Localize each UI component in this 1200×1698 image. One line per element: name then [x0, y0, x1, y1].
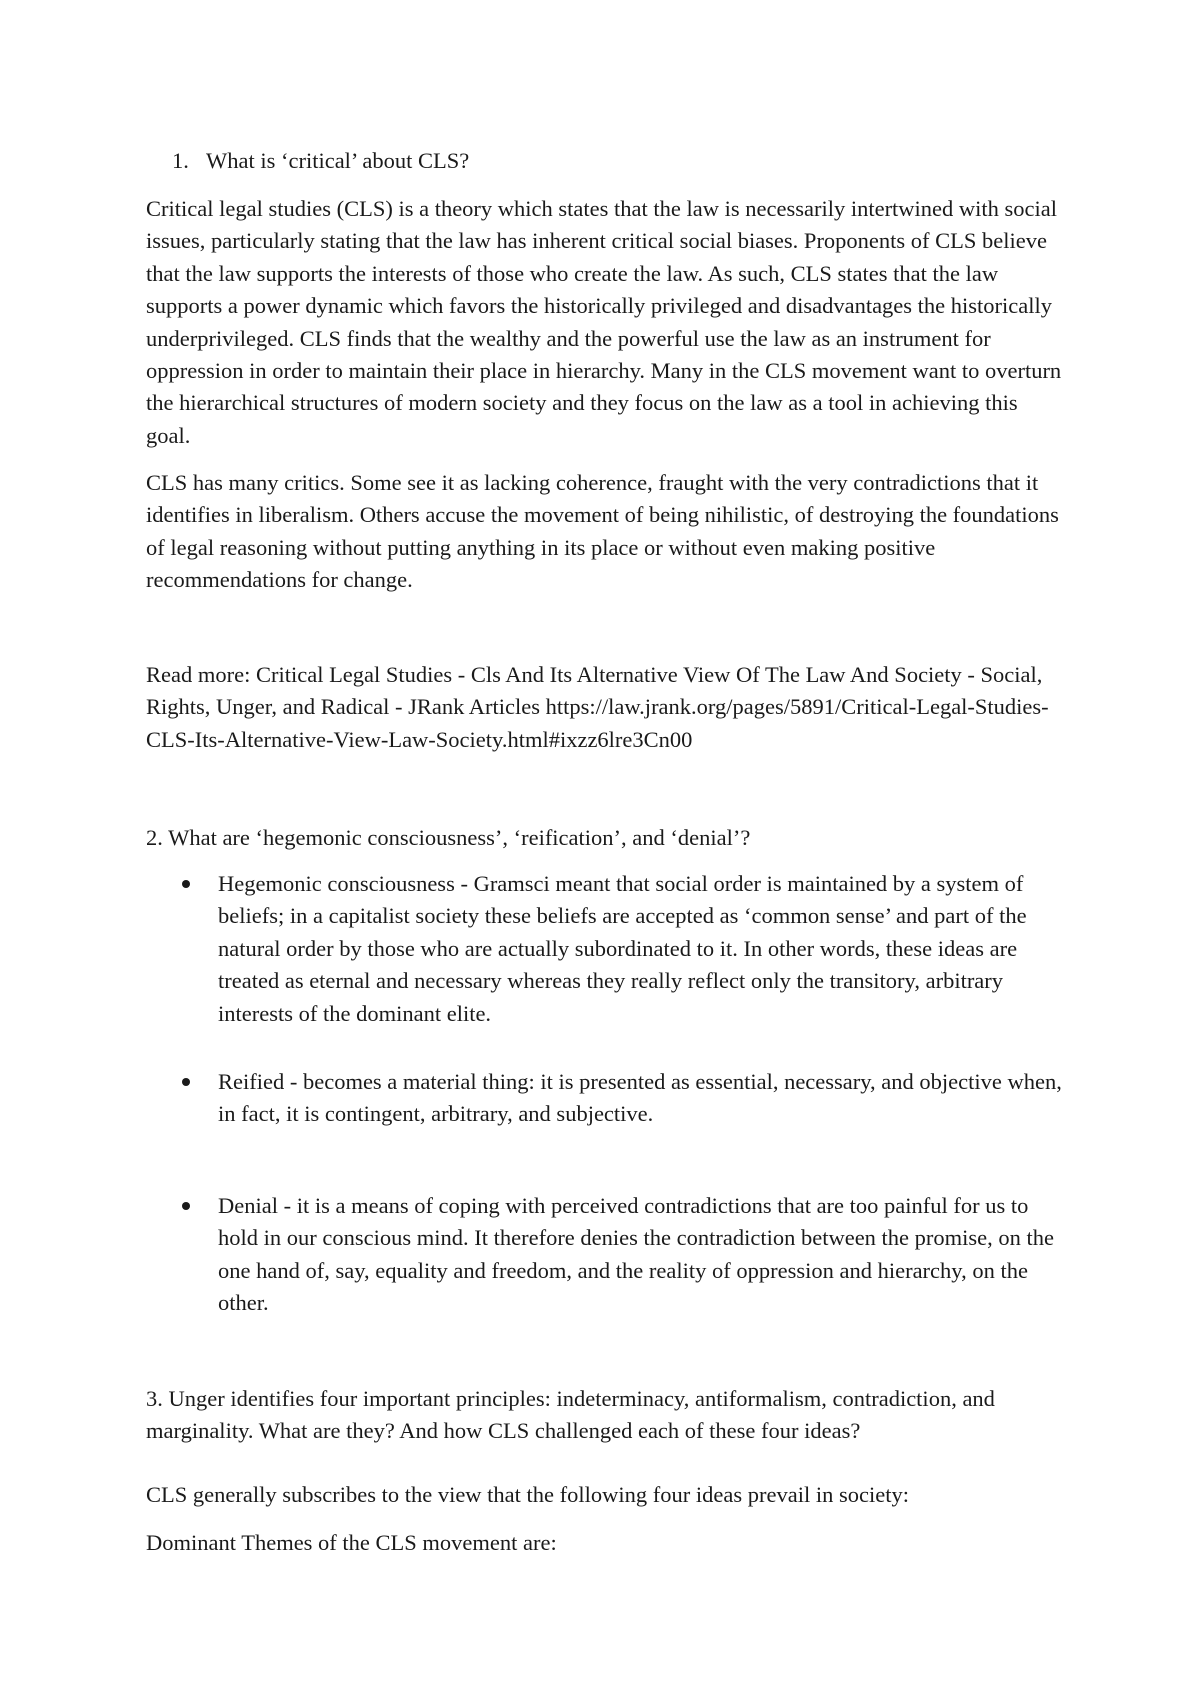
bullet-text: Denial - it is a means of coping with perceived contradictions that are too painful for us to hold in our conscious mind. It therefore denies the contradiction between the promise, on the one hand of, say, equality and freedom, and the reality of oppression and hierarchy, on the other. [218, 1193, 1055, 1316]
cls-critics-paragraph: CLS has many critics. Some see it as lacking coherence, fraught with the very contradictions that it identifies in liberalism. Others accuse the movement of being nihilistic, of destroying the foundations of legal reasoning without putting anything in its place or without even making positive recommendations for change. [146, 470, 1059, 593]
dominant-themes-paragraph: Dominant Themes of the CLS movement are: [146, 1530, 557, 1555]
bullet-text: Reified - becomes a material thing: it is presented as essential, necessary, and objective when, in fact, it is contingent, arbitrary, and subjective. [218, 1069, 1062, 1127]
cls-definition-paragraph: Critical legal studies (CLS) is a theory which states that the law is necessarily intertwined with social issues, particularly stating that the law has inherent critical social biases. Proponents of CLS believe that the law supports the interests of those who create the law. As such, CLS states that the law supports a power dynamic which favors the historically privileged and disadvantages the historically underprivileged. CLS finds that the wealthy and the powerful use the law as an instrument for oppression in order to maintain their place in hierarchy. Many in the CLS movement want to overturn the hierarchical structures of modern society and they focus on the law as a tool in achieving this goal. [146, 196, 1062, 448]
bullet-reified [218, 1066, 1066, 1131]
read-more-citation: Read more: Critical Legal Studies - Cls And Its Alternative View Of The Law And Society - Social, Rights, Unger, and Radical - JRank Articles https://law.jrank.org/pages/5891/Critical-Legal-Studies-CLS-Its-Alternative-View-Law-Society.html#ixzz6lre3Cn00 [146, 662, 1049, 752]
bullet-dot-icon [182, 1202, 190, 1210]
four-ideas-paragraph: CLS generally subscribes to the view that the following four ideas prevail in society: [146, 1482, 909, 1507]
question-1-number: 1. [172, 148, 189, 173]
question-2-heading: 2. What are ‘hegemonic consciousness’, ‘reification’, and ‘denial’? [146, 825, 751, 850]
bullet-text: Hegemonic consciousness - Gramsci meant that social order is maintained by a system of beliefs; in a capitalist society these beliefs are accepted as ‘common sense’ and part of the natural order by those who are actually subordinated to it. In other words, these ideas are treated as eternal and necessary whereas they really reflect only the transitory, arbitrary interests of the dominant elite. [218, 871, 1027, 1026]
question-1-title: What is ‘critical’ about CLS? [206, 148, 470, 173]
question-1-heading [172, 145, 1092, 177]
question-3-heading: 3. Unger identifies four important principles: indeterminacy, antiformalism, contradiction, and marginality. What are they? And how CLS challenged each of these four ideas? [146, 1386, 995, 1444]
bullet-denial [218, 1190, 1066, 1320]
bullet-dot-icon [182, 1078, 190, 1086]
bullet-hegemonic-consciousness [218, 868, 1066, 1030]
bullet-dot-icon [182, 880, 190, 888]
